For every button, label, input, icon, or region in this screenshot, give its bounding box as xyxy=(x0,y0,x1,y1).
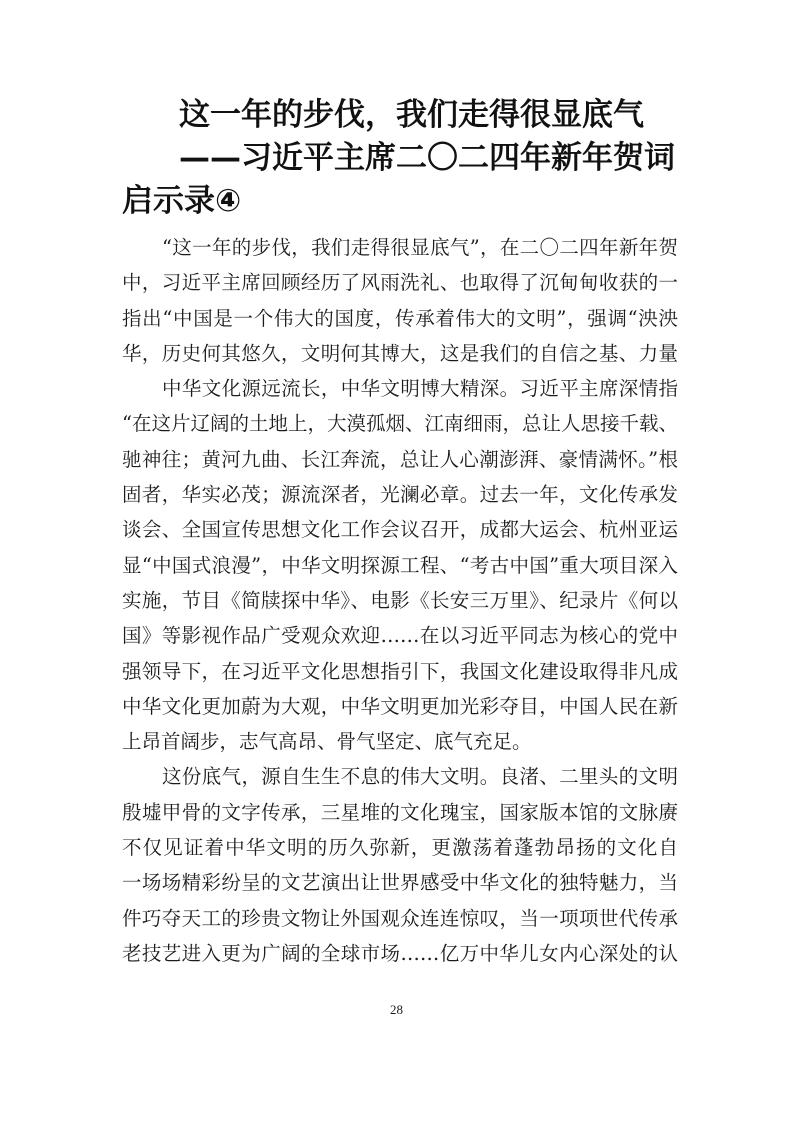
article-body xyxy=(122,230,678,971)
paragraph-1 xyxy=(122,230,678,371)
text-line: 老技艺进入更为广阔的全球市场……亿万中华儿女内心深处的认 xyxy=(122,941,678,965)
page-number: 28 xyxy=(390,1002,403,1017)
paragraph-3 xyxy=(122,759,678,971)
paragraph-2 xyxy=(122,371,678,759)
text-line: 件巧夺天工的珍贵文物让外国观众连连惊叹，当一项项世代传承 xyxy=(122,906,678,930)
title-line-1: 这一年的步伐，我们走得很显底气 xyxy=(179,97,644,133)
text-line: 国》等影视作品广受观众欢迎……在以习近平同志为核心的党中 xyxy=(122,624,678,648)
text-line: 这份底气，源自生生不息的伟大文明。良渚、二里头的文明 xyxy=(162,765,678,789)
text-line: 殷墟甲骨的文字传承，三星堆的文化瑰宝，国家版本馆的文脉赓 xyxy=(122,800,678,824)
text-line: 中，习近平主席回顾经历了风雨洗礼、也取得了沉甸甸收获的一 xyxy=(122,271,678,295)
title-line-3: 启示录④ xyxy=(122,183,242,219)
text-line: 上昂首阔步，志气高昂、骨气坚定、底气充足。 xyxy=(122,730,532,754)
title-line-2: ——习近平主席二〇二四年新年贺词 xyxy=(179,140,675,176)
text-line: 华，历史何其悠久，文明何其博大，这是我们的自信之基、力量 xyxy=(122,341,678,365)
text-line: 实施，节目《简牍探中华》、电影《长安三万里》、纪录片《何以 xyxy=(122,588,678,612)
text-line: 强领导下，在习近平文化思想指引下，我国文化建设取得非凡成 xyxy=(122,659,678,683)
text-line: 不仅见证着中华文明的历久弥新，更激荡着蓬勃昂扬的文化自 xyxy=(122,836,678,860)
text-line: 驰神往；黄河九曲、长江奔流，总让人心潮澎湃、豪情满怀。”根 xyxy=(122,447,678,471)
text-line: “在这片辽阔的土地上，大漠孤烟、江南细雨，总让人思接千载、 xyxy=(122,412,678,436)
text-line: 显“中国式浪漫”，中华文明探源工程、“考古中国”重大项目深入 xyxy=(122,553,678,577)
text-line: 一场场精彩纷呈的文艺演出让世界感受中华文化的独特魅力，当 xyxy=(122,871,678,895)
text-line: “这一年的步伐，我们走得很显底气”，在二〇二四年新年贺 xyxy=(162,236,678,259)
text-line: 固者，华实必茂；源流深者，光澜必章。过去一年，文化传承发 xyxy=(122,483,678,507)
text-line: 中华文化源远流长，中华文明博大精深。习近平主席深情指 xyxy=(162,377,678,401)
article-title xyxy=(122,94,682,223)
text-line: 指出“中国是一个伟大的国度，传承着伟大的文明”，强调“泱泱 xyxy=(122,306,678,330)
text-line: 谈会、全国宣传思想文化工作会议召开，成都大运会、杭州亚运 xyxy=(122,518,678,542)
text-line: 中华文化更加蔚为大观，中华文明更加光彩夺目，中国人民在新 xyxy=(122,694,678,718)
